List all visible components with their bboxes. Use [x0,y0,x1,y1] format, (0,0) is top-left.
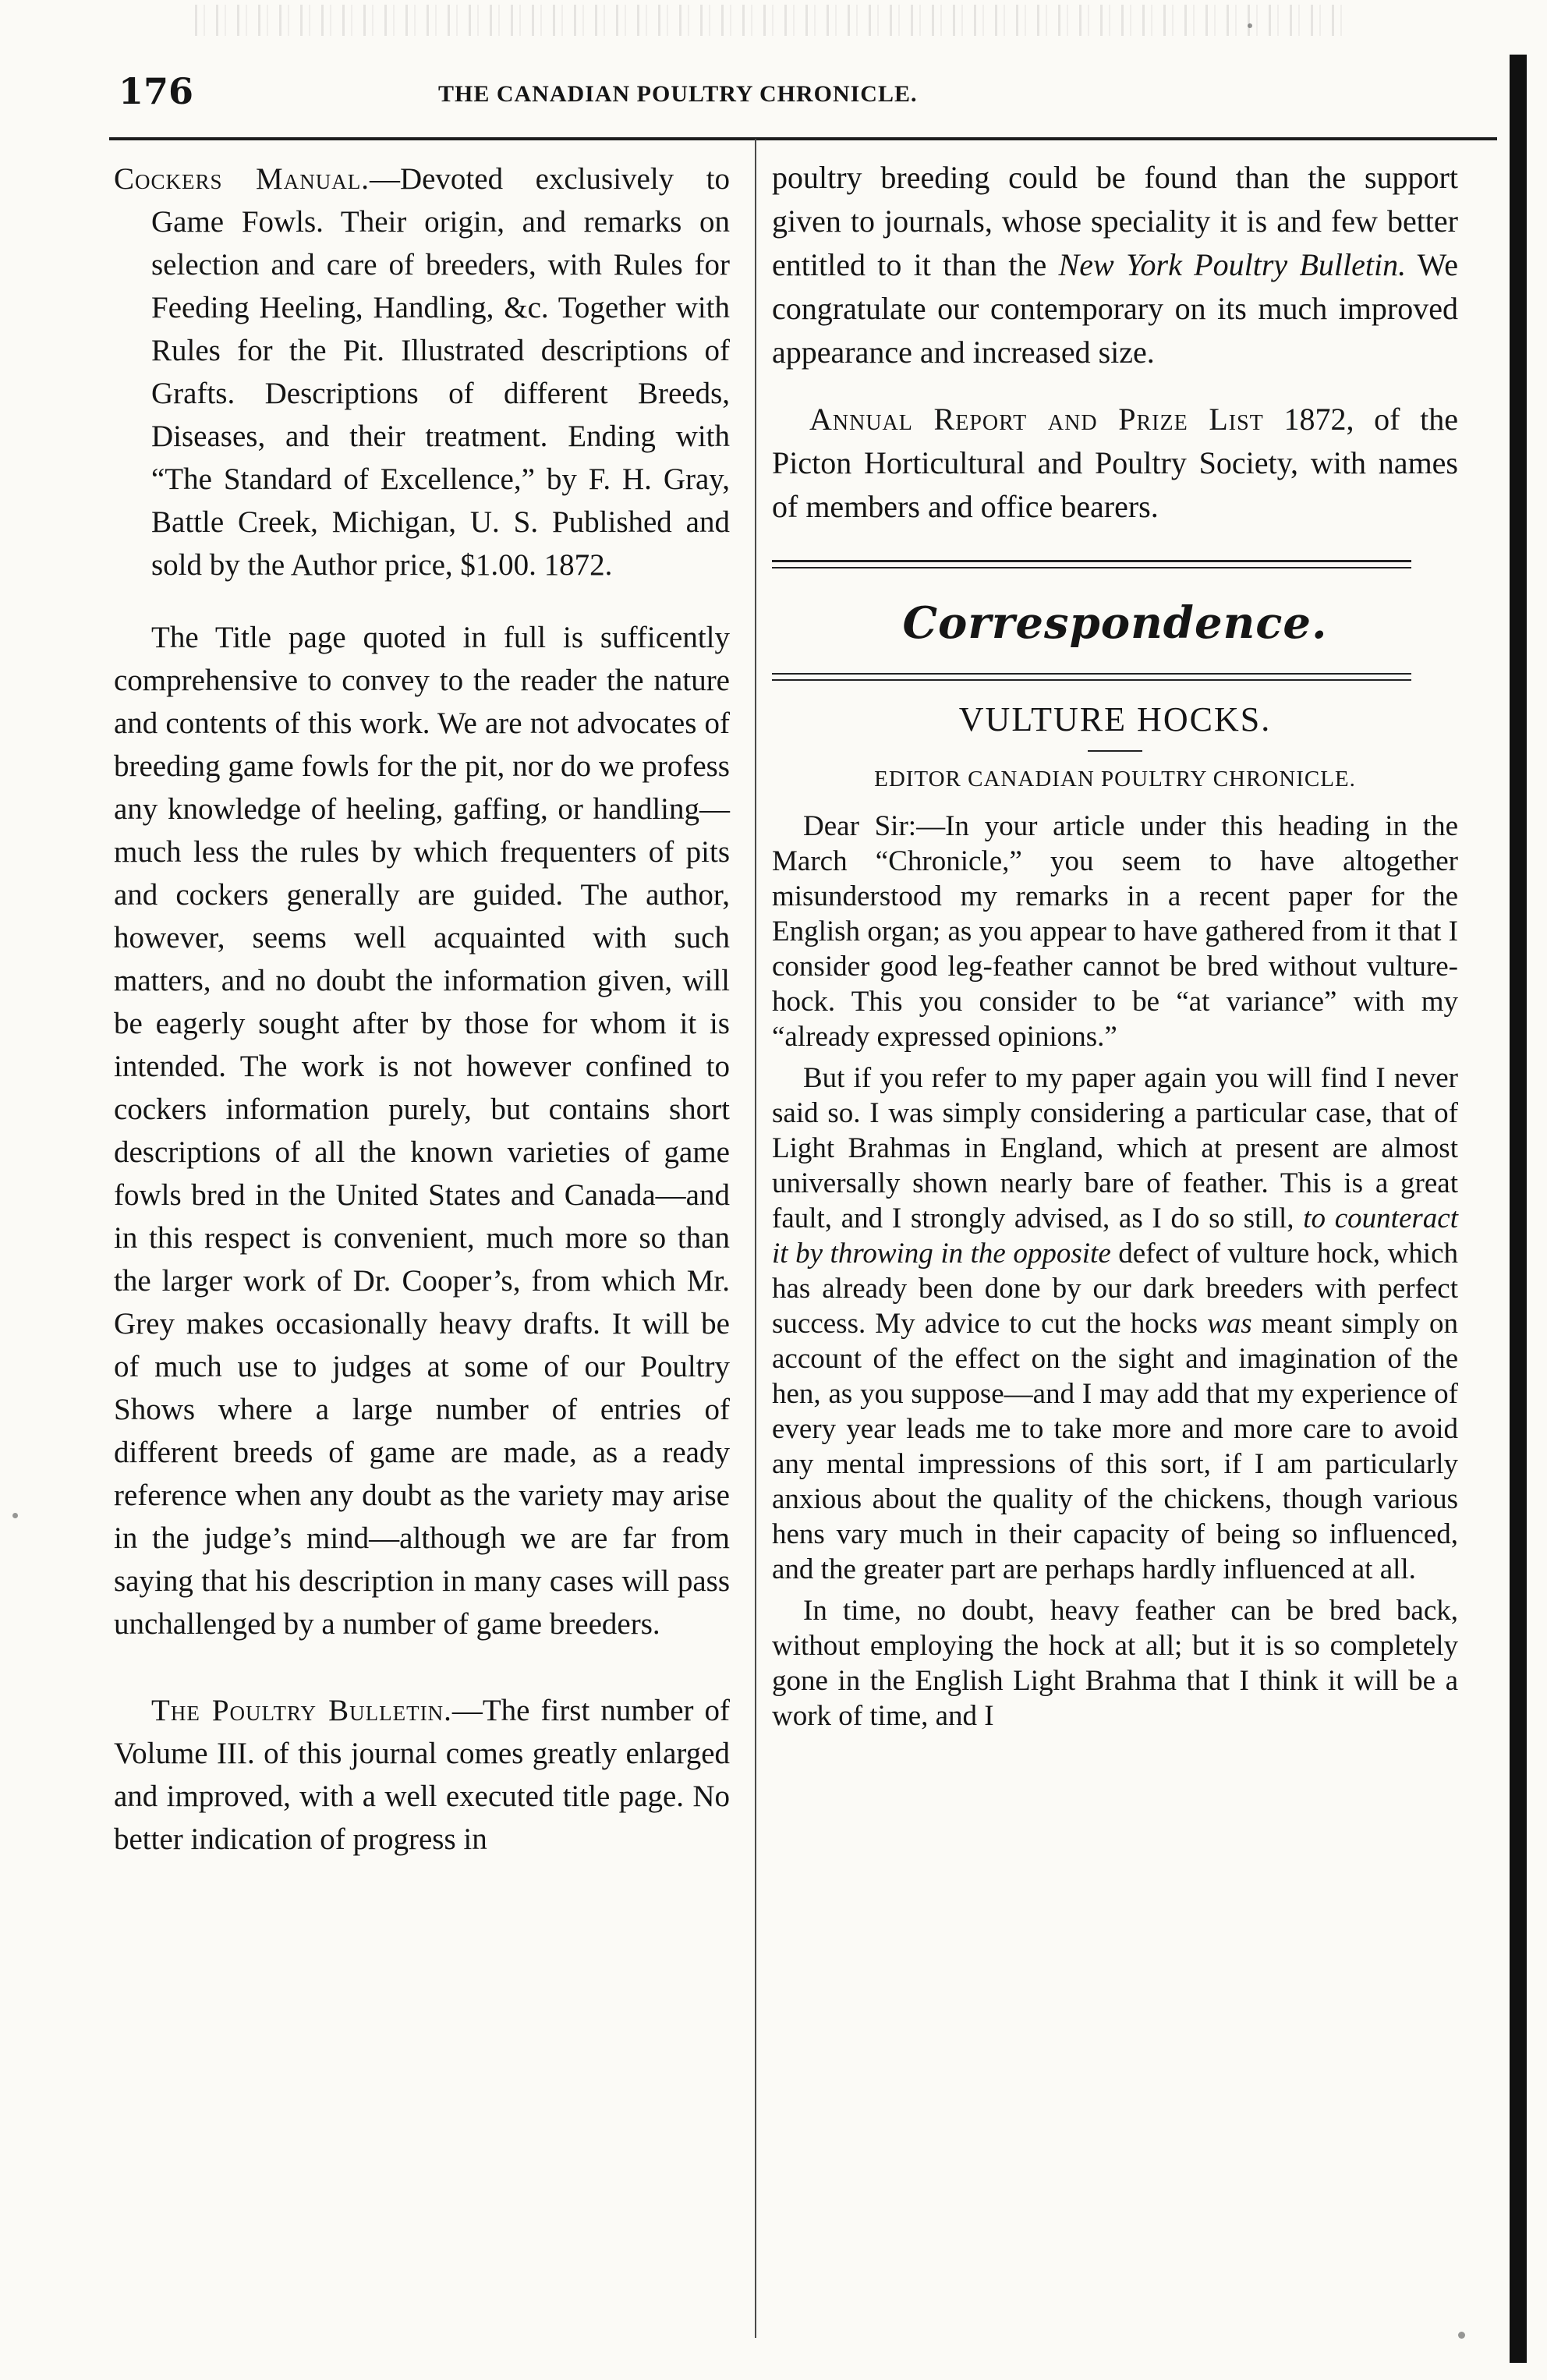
continuation-text-a: poultry breeding could be found than the support given to journals, whose speciality it is and few better entitled to it than the [772,160,1458,282]
page-header [119,70,1062,117]
letter-p2-italic-b: opposite [1013,1238,1111,1270]
annual-report-text: 1872, of the Picton Horticultural and Poultry Society, with names of members and office bearers. [772,402,1458,524]
page-number: 176 [119,70,194,112]
bulletin-continuation [772,156,1458,374]
letter-p2-text-b [1006,1238,1014,1270]
continuation-text-b: We congratulate our contemporary on its much improved appearance and increased size. [772,247,1458,370]
right-column [772,156,1458,1734]
poultry-bulletin-text: —The first number of Volume III. of this journal comes greatly enlarged and improved, with a well executed title page. No better indication of progress in [114,1694,731,1856]
correspondence-heading: Correspondence. [902,597,1328,649]
annual-report-notice [772,398,1458,529]
section-rule-upper-thin [772,567,1411,568]
letter-p2-text-d: meant simply on account of the effect on the sight and imagination of the hen, as you suppose—and I may add that my experience of every year leads me to take more and more care to avoid any mental impressions of this sort, if I am particularly anxious about the quality of the chickens, though various hens vary much in their capacity of being so influenced, and the greater part are perhaps hardly influenced at all. [772,1308,1458,1585]
scan-noise-top [195,5,1349,36]
title-short-rule [1088,750,1142,752]
column-divider [755,139,756,2338]
left-column [114,156,730,1861]
scan-speck [1248,23,1252,28]
running-head: THE CANADIAN POULTRY CHRONICLE. [438,81,918,107]
cockers-manual-notice [114,158,730,586]
page-edge-rule [1510,55,1527,2363]
letter-p2-italic-c: was [1207,1308,1252,1340]
letter-paragraph-3: In time, no doubt, heavy feather can be bred back, without employing the hock at all; but it is so completely gone in the English Light Brahma that I think it will be a work of time, and I [772,1595,1458,1732]
letter-paragraph-1: Dear Sir:—In your article under this heading in the March “Chronicle,” you seem to have altogether misunderstood my remarks in a recent paper for the English organ; as you appear to have gathered from it that I consider good leg-feather cannot be bred without vulture-hock. This you consider to be “at variance” with my “already expressed opinions.” [772,810,1458,1053]
letter-p2-text-a: But if you refer to my paper again you will find I never said so. I was simply considering a particular case, that of Light Brahmas in England, which at present are almost universally shown nearly bare of feather. This is a great fault, and I strongly advised, as I do so still, [772,1062,1458,1234]
cockers-manual-text: —Devoted exclusively to Game Fowls. Their origin, and remarks on selection and care of breeders, with Rules for Feeding Heeling, Handling, &c. Together with Rules for the Pit. Illustrated descriptions of Grafts. Descriptions of different Breeds, Diseases, and their treatment. Ending with “The Standard of Excellence,” by F. H. Gray, Battle Creek, Michigan, U. S. Published and sold by the Author price, $1.00. 1872. [151,162,731,582]
continuation-journal-title: New York Poultry Bulletin. [1058,247,1407,282]
header-rule [109,137,1497,140]
letter-p2-text-c: defect of vulture hock, which has already been done by our dark breeders with perfect success. My advice to cut the hocks [772,1238,1458,1340]
letter-salutation: EDITOR CANADIAN POULTRY CHRONICLE. [874,767,1356,792]
scan-speck [12,1513,18,1518]
section-rule-upper-thick [772,560,1411,562]
letter-paragraph-2 [772,1061,1458,1587]
manual-review-paragraph: The Title page quoted in full is sufficently comprehensive to convey to the reader the nature and contents of this work. We are not advocates of breeding game fowls for the pit, nor do we profess any knowledge of heeling, gaffing, or handling—much less the rules by which frequenters of pits and cockers generally are guided. The author, however, seems well acquainted with such matters, and no doubt the information given, will be eagerly sought after by those for whom it is intended. The work is not however confined to cockers information purely, but contains short descriptions of all the known varieties of game fowls bred in the United States and Canada—and in this respect is convenient, much more so than the larger work of Dr. Cooper’s, from which Mr. Grey makes occasionally heavy drafts. It will be of much use to judges at some of our Poultry Shows where a large number of entries of different breeds of game are made, as a ready reference when any doubt as the variety may arise in the judge’s mind—although we are far from saying that his description in many cases will pass unchallenged by a number of game breeders. [114,621,730,1641]
letter-body [772,809,1458,1734]
scan-speck [1458,2332,1465,2339]
section-rule-lower-b [772,679,1411,681]
letter-p2-italic-a: to counteract it by throwing in the [772,1202,1458,1270]
article-title: VULTURE HOCKS. [958,700,1272,738]
poultry-bulletin-lead: The Poultry Bulletin. [151,1694,452,1727]
poultry-bulletin-notice [114,1689,730,1861]
section-rule-lower-a [772,673,1411,675]
annual-report-lead: Annual Report and Prize List [809,402,1264,437]
cockers-manual-lead: Cockers Manual. [114,162,370,196]
